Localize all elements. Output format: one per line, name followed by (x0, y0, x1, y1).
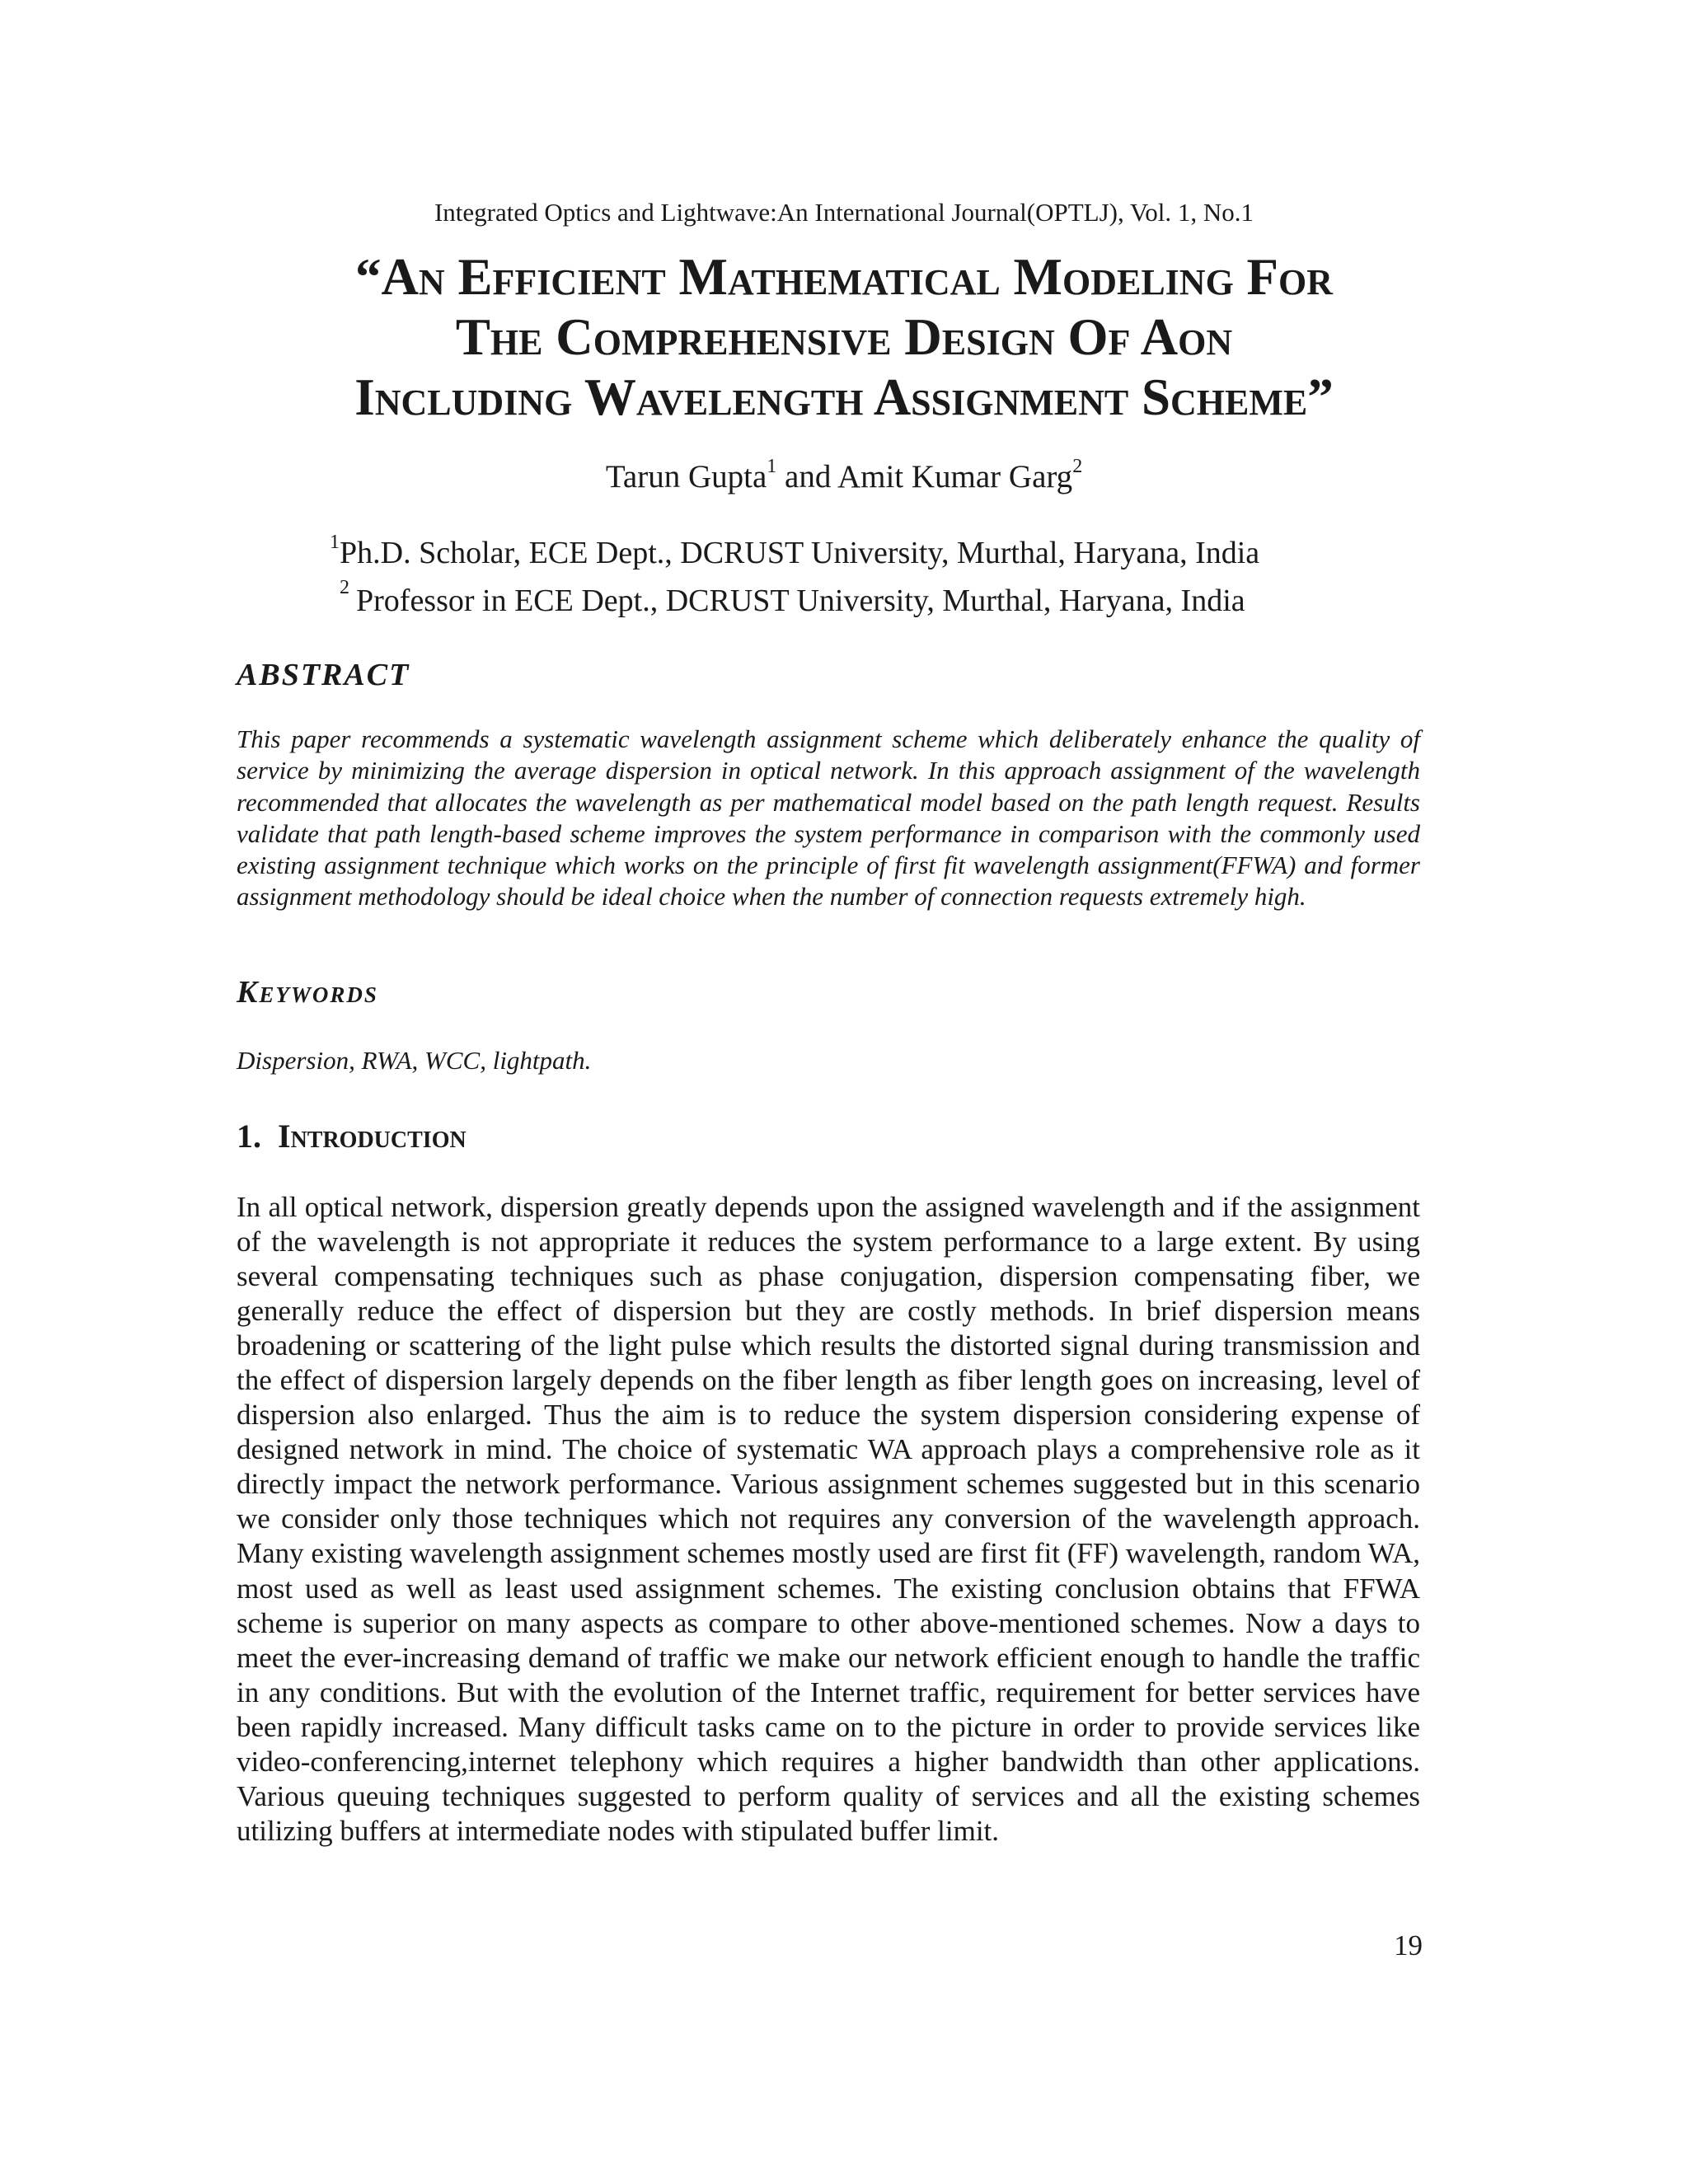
author-affiliation-mark: 1 (767, 456, 777, 477)
author-affiliation-mark: 2 (1072, 456, 1083, 477)
title-line: “An Efficient Mathematical Modeling For (354, 248, 1334, 306)
affiliation-mark: 1 (330, 532, 340, 553)
affiliation (330, 577, 1245, 620)
affiliation-mark: 2 (340, 577, 349, 598)
author-name: Tarun Gupta (605, 459, 767, 494)
keywords-text: Dispersion, RWA, WCC, lightpath. (237, 1046, 592, 1075)
abstract-heading: ABSTRACT (237, 658, 410, 692)
section-number: 1. (237, 1118, 261, 1155)
keywords-heading: Keywords (237, 975, 378, 1010)
affiliation-text: Professor in ECE Dept., DCRUST University, Murthal, Haryana, India (356, 583, 1245, 618)
paper-title (206, 247, 1482, 428)
affiliation-text: Ph.D. Scholar, ECE Dept., DCRUST University, Murthal, Haryana, India (340, 536, 1260, 570)
page-number: 19 (1394, 1929, 1423, 1961)
affiliation (330, 534, 1259, 572)
journal-header: Integrated Optics and Lightwave:An International Journal(OPTLJ), Vol. 1, No.1 (434, 198, 1254, 227)
title-line: The Comprehensive Design Of Aon (455, 308, 1233, 366)
author-name: Amit Kumar Garg (837, 459, 1073, 494)
section-heading (237, 1117, 467, 1156)
author-list (0, 457, 1688, 497)
abstract-text: This paper recommends a systematic wavelength assignment scheme which deliberately enhance the quality of service by minimizing the average dispersion in optical network. In this approach assignment of the wavelength recommended that allocates the wavelength as per mathematical model based on the path length request. Results validate that path length-based scheme improves the system performance in comparison with the commonly used existing assignment technique which works on the principle of first fit wavelength assignment(FFWA) and former assignment methodology should be ideal choice when the number of connection requests extremely high. (237, 724, 1420, 912)
author-connector: and (776, 459, 837, 494)
section-title: Introduction (278, 1118, 467, 1155)
title-line: Including Wavelength Assignment Scheme” (354, 368, 1334, 426)
introduction-paragraph: In all optical network, dispersion greatly depends upon the assigned wavelength and if the assignment of the wavelength is not appropriate it reduces the system performance to a large extent. By using several compensating techniques such as phase conjugation, dispersion compensating fiber, we generally reduce the effect of dispersion but they are costly methods. In brief dispersion means broadening or scattering of the light pulse which results the distorted signal during transmission and the effect of dispersion largely depends on the fiber length as fiber length goes on increasing, level of dispersion also enlarged. Thus the aim is to reduce the system dispersion considering expense of designed network in mind. The choice of systematic WA approach plays a comprehensive role as it directly impact the network performance. Various assignment schemes suggested but in this scenario we consider only those techniques which not requires any conversion of the wavelength approach. Many existing wavelength assignment schemes mostly used are first fit (FF) wavelength, random WA, most used as well as least used assignment schemes. The existing conclusion obtains that FFWA scheme is superior on many aspects as compare to other above-mentioned schemes. Now a days to meet the ever-increasing demand of traffic we make our network efficient enough to handle the traffic in any conditions. But with the evolution of the Internet traffic, requirement for better services have been rapidly increased. Many difficult tasks came on to the picture in order to provide services like video-conferencing,internet telephony which requires a higher bandwidth than other applications. Various queuing techniques suggested to perform quality of services and all the existing schemes utilizing buffers at intermediate nodes with stipulated buffer limit. (237, 1191, 1420, 1847)
